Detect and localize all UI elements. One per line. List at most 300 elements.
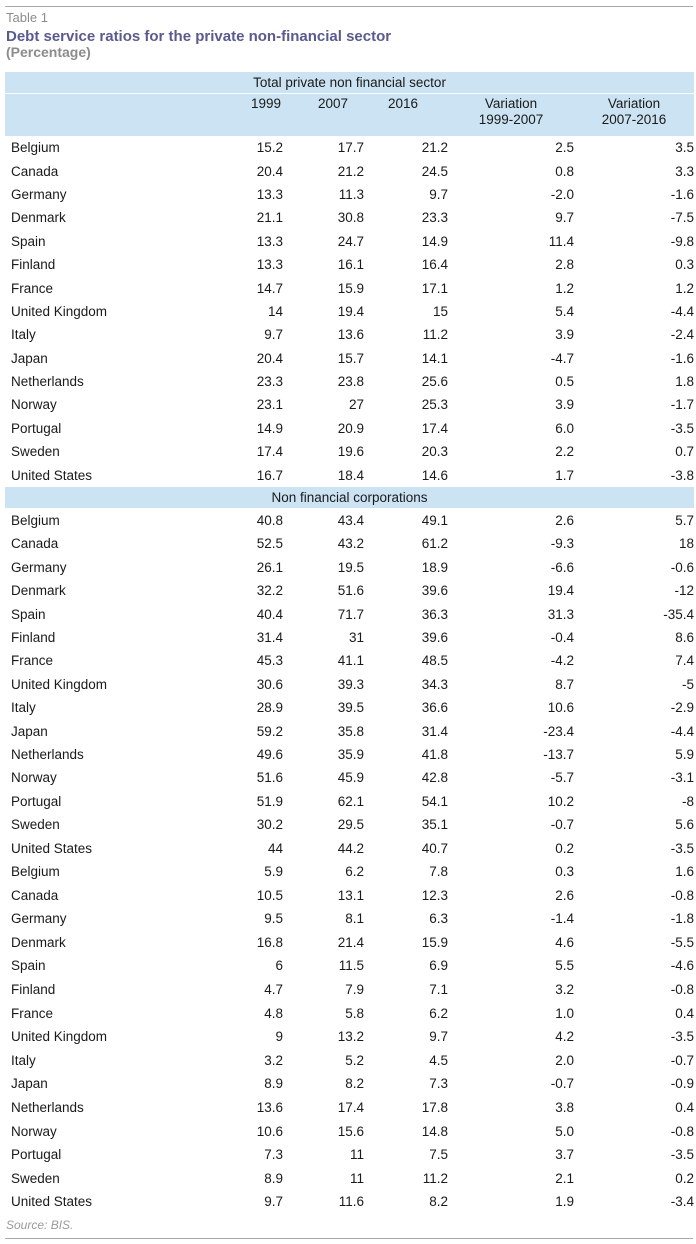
value-cell: -9.3 <box>550 536 574 552</box>
value-cell: 17.4 <box>421 420 448 436</box>
section-heading: Non financial corporations <box>5 487 694 509</box>
value-cell: -12 <box>674 583 695 599</box>
value-cell: 49.1 <box>421 513 448 529</box>
value-cell: -1.7 <box>670 397 695 413</box>
value-cell: 2.6 <box>555 513 574 529</box>
value-cell: 14.8 <box>421 1123 448 1139</box>
value-cell: 1.7 <box>555 467 574 483</box>
table-row <box>5 323 694 346</box>
table-row <box>5 978 694 1002</box>
value-cell: 8.1 <box>345 911 364 927</box>
value-cell: -8 <box>682 793 695 809</box>
value-cell: 31.3 <box>547 606 574 622</box>
value-cell: 35.8 <box>337 723 364 739</box>
value-cell: 10.2 <box>547 793 574 809</box>
value-cell: 21.1 <box>256 210 283 226</box>
table-row <box>5 230 694 253</box>
value-cell: 18.4 <box>337 467 364 483</box>
country-name: Netherlands <box>11 374 84 390</box>
table-row <box>5 860 694 884</box>
country-name: United Kingdom <box>11 1029 108 1045</box>
value-cell: 3.2 <box>264 1052 283 1068</box>
value-cell: -4.2 <box>550 653 574 669</box>
value-cell: 15.6 <box>337 1123 364 1139</box>
country-name: Canada <box>11 887 59 903</box>
value-cell: -1.4 <box>550 911 574 927</box>
value-cell: 25.6 <box>421 374 448 390</box>
value-cell: -35.4 <box>663 606 695 622</box>
table-label: Table 1 <box>6 10 48 25</box>
table-subtitle: (Percentage) <box>6 44 91 60</box>
value-cell: 51.6 <box>337 583 364 599</box>
value-cell: 14 <box>267 303 283 319</box>
country-name: Netherlands <box>11 1099 84 1115</box>
value-cell: 6 <box>275 958 283 974</box>
value-cell: 28.9 <box>256 700 283 716</box>
value-cell: 42.8 <box>421 770 448 786</box>
country-name: United States <box>11 840 93 856</box>
country-name: United States <box>11 1194 93 1210</box>
country-name: Finland <box>11 981 56 997</box>
value-cell: -3.1 <box>670 770 695 786</box>
value-cell: 6.2 <box>429 1005 448 1021</box>
table-row <box>5 649 694 672</box>
value-cell: -5.5 <box>670 934 695 950</box>
country-name: Canada <box>11 163 59 179</box>
country-name: Portugal <box>11 1147 62 1163</box>
column-header-row <box>5 94 694 137</box>
value-cell: 5.9 <box>675 746 695 762</box>
table-row <box>5 276 694 299</box>
section-heading-row <box>5 487 694 509</box>
table-row <box>5 159 694 182</box>
value-cell: 11.3 <box>338 186 364 202</box>
value-cell: 11.2 <box>422 327 448 343</box>
value-cell: 9 <box>275 1029 283 1045</box>
top-rule <box>5 6 693 7</box>
value-cell: 31 <box>348 630 364 645</box>
country-name: Belgium <box>11 864 60 880</box>
table-row <box>5 532 694 555</box>
value-cell: 11.6 <box>338 1194 364 1210</box>
value-cell: 17.4 <box>256 444 283 460</box>
country-name: Denmark <box>11 583 66 599</box>
country-name: Finland <box>11 630 56 645</box>
table-row <box>5 463 694 486</box>
value-cell: 16.4 <box>421 257 448 273</box>
value-cell: 15.9 <box>337 280 364 296</box>
value-cell: 14.7 <box>256 280 283 296</box>
value-cell: 43.2 <box>337 536 364 552</box>
value-cell: -3.5 <box>670 840 695 856</box>
table-row <box>5 417 694 440</box>
value-cell: 20.9 <box>337 420 364 436</box>
value-cell: 59.2 <box>256 723 283 739</box>
table-row <box>5 206 694 229</box>
country-name: Spain <box>11 233 46 249</box>
value-cell: 40.7 <box>421 840 448 856</box>
value-cell: 8.9 <box>264 1076 283 1092</box>
value-cell: 13.2 <box>337 1029 364 1045</box>
value-cell: 3.9 <box>555 397 574 413</box>
source-note: Source: BIS. <box>6 1218 74 1232</box>
table-row <box>5 253 694 276</box>
table-row <box>5 696 694 719</box>
value-cell: 35.9 <box>337 746 364 762</box>
value-cell: -0.7 <box>550 817 574 833</box>
country-name: Belgium <box>11 140 60 156</box>
table-row <box>5 579 694 602</box>
table-row <box>5 626 694 649</box>
value-cell: -0.7 <box>550 1076 574 1092</box>
value-cell: 6.3 <box>429 911 448 927</box>
value-cell: 16.1 <box>337 257 364 273</box>
value-cell: 39.6 <box>421 583 448 599</box>
value-cell: 15.7 <box>337 350 364 366</box>
value-cell: 2.5 <box>555 140 574 156</box>
value-cell: 14.9 <box>256 420 283 436</box>
country-name: Italy <box>11 327 36 343</box>
value-cell: 5.4 <box>555 303 574 319</box>
value-cell: 9.5 <box>264 911 283 927</box>
value-cell: 31.4 <box>256 630 283 645</box>
value-cell: -0.8 <box>670 981 695 997</box>
country-name: Germany <box>11 186 67 202</box>
value-cell: 3.2 <box>555 981 574 997</box>
country-name: Sweden <box>11 444 60 460</box>
value-cell: 23.3 <box>421 210 448 226</box>
value-cell: 26.1 <box>256 559 283 575</box>
table-row <box>5 440 694 463</box>
value-cell: -0.8 <box>670 887 695 903</box>
table-row <box>5 1096 694 1120</box>
country-name: France <box>11 653 54 669</box>
value-cell: 40.8 <box>256 513 283 529</box>
table-row <box>5 813 694 836</box>
table-row <box>5 907 694 931</box>
country-name: France <box>11 280 54 296</box>
section-heading-row <box>5 72 694 94</box>
value-cell: 30.2 <box>256 817 283 833</box>
value-cell: 23.1 <box>256 397 283 413</box>
value-cell: 3.9 <box>555 327 574 343</box>
value-cell: 27 <box>348 397 364 413</box>
value-cell: 10.5 <box>256 887 283 903</box>
section-heading: Total private non financial sector <box>5 72 694 94</box>
country-name: Norway <box>11 397 57 413</box>
value-cell: 12.3 <box>421 887 448 903</box>
value-cell: -9.8 <box>670 233 695 249</box>
table-row <box>5 1072 694 1096</box>
table-row <box>5 743 694 766</box>
value-cell: 16.8 <box>256 934 283 950</box>
value-cell: 7.8 <box>429 864 448 880</box>
value-cell: 6.0 <box>555 420 574 436</box>
column-header: 2007 <box>283 94 364 137</box>
value-cell: 16.7 <box>256 467 283 483</box>
value-cell: 35.1 <box>421 817 448 833</box>
country-name: Norway <box>11 1123 57 1139</box>
value-cell: 17.4 <box>337 1099 364 1115</box>
value-cell: -0.9 <box>670 1076 695 1092</box>
country-name: Norway <box>11 770 57 786</box>
value-cell: 8.7 <box>555 676 574 692</box>
value-cell: 19.4 <box>547 583 574 599</box>
value-cell: 20.4 <box>256 350 283 366</box>
value-cell: -23.4 <box>543 723 574 739</box>
value-cell: 39.5 <box>337 700 364 716</box>
value-cell: 17.8 <box>421 1099 448 1115</box>
value-cell: -1.6 <box>670 350 695 366</box>
value-cell: 1.2 <box>555 280 574 296</box>
value-cell: 13.6 <box>337 327 364 343</box>
value-cell: 5.7 <box>675 513 695 529</box>
value-cell: -1.8 <box>670 911 695 927</box>
country-name: Sweden <box>11 817 60 833</box>
table-row <box>5 1025 694 1049</box>
value-cell: 5.5 <box>555 958 574 974</box>
value-cell: 2.1 <box>555 1170 574 1186</box>
value-cell: 3.5 <box>675 140 695 156</box>
country-name: Spain <box>11 958 46 974</box>
value-cell: 0.3 <box>675 257 695 273</box>
value-cell: 7.3 <box>264 1147 283 1163</box>
country-name: Italy <box>11 1052 36 1068</box>
value-cell: 6.2 <box>345 864 364 880</box>
value-cell: 2.6 <box>555 887 574 903</box>
value-cell: 39.6 <box>421 630 448 645</box>
country-name: Germany <box>11 559 67 575</box>
country-name: Denmark <box>11 210 66 226</box>
value-cell: 62.1 <box>337 793 364 809</box>
value-cell: 3.7 <box>555 1147 574 1163</box>
value-cell: 17.7 <box>337 140 364 156</box>
value-cell: 49.6 <box>256 746 283 762</box>
value-cell: 11.2 <box>422 1170 448 1186</box>
country-name: Sweden <box>11 1170 60 1186</box>
value-cell: 0.7 <box>675 444 695 460</box>
table-row <box>5 370 694 393</box>
value-cell: 1.2 <box>675 280 695 296</box>
value-cell: 14.1 <box>421 350 448 366</box>
value-cell: 11 <box>349 1147 364 1163</box>
table-row <box>5 347 694 370</box>
table-row <box>5 954 694 978</box>
bottom-rule <box>5 1238 693 1239</box>
country-name: Japan <box>11 350 48 366</box>
value-cell: 0.3 <box>555 864 574 880</box>
value-cell: -3.5 <box>670 1029 695 1045</box>
value-cell: 2.8 <box>555 257 574 273</box>
column-header: 2016 <box>364 94 448 137</box>
value-cell: 1.8 <box>675 374 695 390</box>
value-cell: -4.4 <box>670 723 695 739</box>
value-cell: 2.0 <box>555 1052 574 1068</box>
country-name: Spain <box>11 606 46 622</box>
value-cell: 39.3 <box>337 676 364 692</box>
value-cell: -4.7 <box>550 350 574 366</box>
value-cell: -6.6 <box>550 559 574 575</box>
table-row <box>5 508 694 532</box>
value-cell: -2.4 <box>670 327 695 343</box>
value-cell: 32.2 <box>256 583 283 599</box>
value-cell: 10.6 <box>256 1123 283 1139</box>
country-name: Finland <box>11 257 56 273</box>
value-cell: 13.3 <box>256 257 283 273</box>
value-cell: 0.4 <box>675 1005 695 1021</box>
value-cell: 14.6 <box>421 467 448 483</box>
value-cell: 4.7 <box>264 981 283 997</box>
table-title: Debt service ratios for the private non-financial sector <box>6 28 392 45</box>
value-cell: 6.9 <box>429 958 448 974</box>
value-cell: 4.8 <box>264 1005 283 1021</box>
value-cell: 8.2 <box>345 1076 364 1092</box>
country-name: Portugal <box>11 420 62 436</box>
value-cell: 61.2 <box>421 536 448 552</box>
value-cell: -4.4 <box>670 303 695 319</box>
value-cell: -13.7 <box>543 746 574 762</box>
value-cell: -5.7 <box>550 770 574 786</box>
value-cell: 8.6 <box>675 630 695 645</box>
table-row <box>5 931 694 955</box>
value-cell: 13.3 <box>256 233 283 249</box>
value-cell: -7.5 <box>670 210 695 226</box>
table-row <box>5 1190 694 1214</box>
value-cell: 40.4 <box>256 606 283 622</box>
value-cell: 30.8 <box>337 210 364 226</box>
value-cell: 44.2 <box>337 840 364 856</box>
table-row <box>5 1166 694 1190</box>
table-row <box>5 673 694 696</box>
value-cell: 9.7 <box>429 186 448 202</box>
value-cell: 0.2 <box>555 840 574 856</box>
value-cell: 1.0 <box>555 1005 574 1021</box>
value-cell: 13.3 <box>256 186 283 202</box>
value-cell: 34.3 <box>421 676 448 692</box>
value-cell: -5 <box>682 676 695 692</box>
value-cell: -1.6 <box>670 186 695 202</box>
column-header: 1999 <box>210 94 283 137</box>
table-row <box>5 393 694 416</box>
value-cell: 5.8 <box>345 1005 364 1021</box>
country-name: United Kingdom <box>11 676 108 692</box>
value-cell: -0.4 <box>550 630 574 645</box>
table-row <box>5 300 694 323</box>
value-cell: 21.2 <box>337 163 364 179</box>
value-cell: 3.3 <box>675 163 695 179</box>
value-cell: 5.6 <box>675 817 695 833</box>
value-cell: 71.7 <box>337 606 364 622</box>
value-cell: 13.1 <box>337 887 364 903</box>
value-cell: 4.6 <box>555 934 574 950</box>
value-cell: 15.2 <box>256 140 283 156</box>
value-cell: 41.1 <box>337 653 364 669</box>
country-name: United Kingdom <box>11 303 108 319</box>
value-cell: -3.4 <box>670 1194 695 1210</box>
value-cell: -0.8 <box>670 1123 695 1139</box>
value-cell: 5.2 <box>345 1052 364 1068</box>
value-cell: 31.4 <box>421 723 448 739</box>
value-cell: 9.7 <box>264 327 283 343</box>
country-name: Netherlands <box>11 746 84 762</box>
table-row <box>5 183 694 206</box>
value-cell: 52.5 <box>256 536 283 552</box>
country-name: United States <box>11 467 93 483</box>
value-cell: -3.8 <box>670 467 695 483</box>
value-cell: 0.5 <box>555 374 574 390</box>
value-cell: 21.4 <box>337 934 364 950</box>
country-name: Portugal <box>11 793 62 809</box>
value-cell: 23.3 <box>256 374 283 390</box>
value-cell: 30.6 <box>256 676 283 692</box>
value-cell: -2.0 <box>550 186 574 202</box>
value-cell: 8.9 <box>264 1170 283 1186</box>
value-cell: 0.2 <box>675 1170 695 1186</box>
country-name: France <box>11 1005 54 1021</box>
value-cell: 1.9 <box>555 1194 574 1210</box>
value-cell: 19.4 <box>337 303 364 319</box>
table-row <box>5 1048 694 1072</box>
value-cell: 7.9 <box>345 981 364 997</box>
value-cell: 14.9 <box>421 233 448 249</box>
table-row <box>5 766 694 789</box>
value-cell: 5.0 <box>555 1123 574 1139</box>
value-cell: -0.7 <box>670 1052 695 1068</box>
value-cell: 51.9 <box>256 793 283 809</box>
debt-service-table <box>5 72 694 1214</box>
value-cell: 4.5 <box>429 1052 448 1068</box>
value-cell: -0.6 <box>670 559 695 575</box>
value-cell: 11 <box>349 1170 364 1186</box>
value-cell: 2.2 <box>555 444 574 460</box>
value-cell: 1.6 <box>675 864 695 880</box>
value-cell: 4.2 <box>555 1029 574 1045</box>
table-row <box>5 1119 694 1143</box>
value-cell: 7.3 <box>429 1076 448 1092</box>
value-cell: 9.7 <box>555 210 574 226</box>
value-cell: 11.4 <box>548 233 574 249</box>
value-cell: 24.7 <box>337 233 364 249</box>
value-cell: 7.4 <box>675 653 695 669</box>
value-cell: 19.5 <box>337 559 364 575</box>
table-row <box>5 836 694 859</box>
value-cell: 44 <box>267 840 283 856</box>
value-cell: 3.8 <box>555 1099 574 1115</box>
table-row <box>5 1001 694 1025</box>
country-name: Japan <box>11 1076 48 1092</box>
value-cell: 20.4 <box>256 163 283 179</box>
value-cell: 45.9 <box>337 770 364 786</box>
value-cell: 36.6 <box>421 700 448 716</box>
value-cell: -3.5 <box>670 1147 695 1163</box>
table-row <box>5 790 694 813</box>
value-cell: -4.6 <box>670 958 695 974</box>
value-cell: 41.8 <box>421 746 448 762</box>
table-row <box>5 719 694 742</box>
value-cell: 43.4 <box>337 513 364 529</box>
value-cell: 25.3 <box>421 397 448 413</box>
value-cell: 17.1 <box>421 280 448 296</box>
value-cell: 24.5 <box>421 163 448 179</box>
value-cell: 13.6 <box>256 1099 283 1115</box>
value-cell: 7.1 <box>429 981 448 997</box>
value-cell: 8.2 <box>429 1194 448 1210</box>
value-cell: 29.5 <box>337 817 364 833</box>
value-cell: 23.8 <box>337 374 364 390</box>
table-row <box>5 1143 694 1167</box>
value-cell: 0.8 <box>555 163 574 179</box>
value-cell: 48.5 <box>421 653 448 669</box>
